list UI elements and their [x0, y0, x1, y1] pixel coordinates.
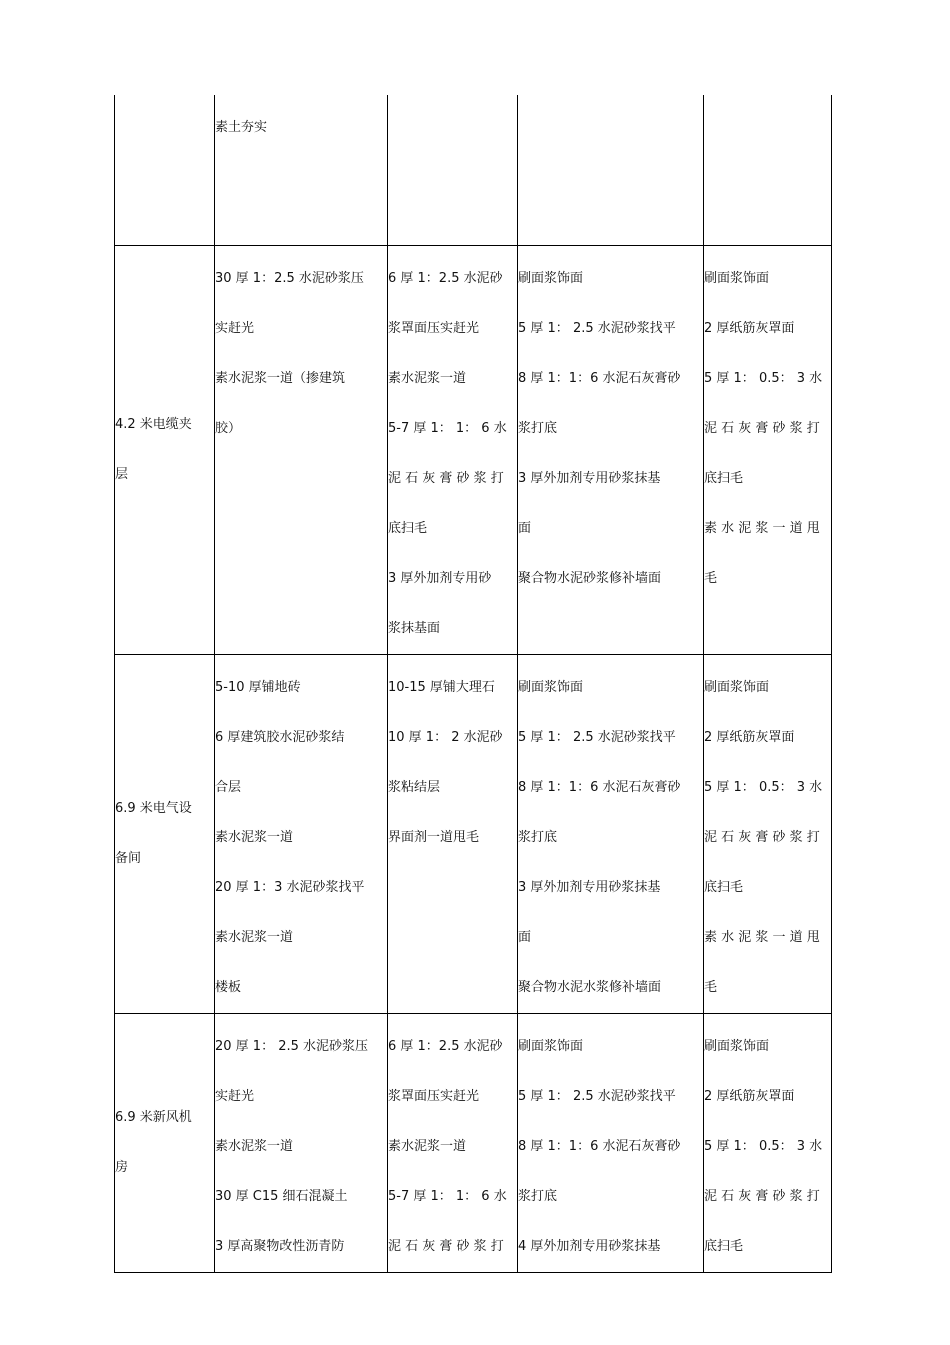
cell-lines	[388, 246, 517, 654]
cell-lines	[115, 400, 214, 500]
cell-text-line: 8 厚 1：1：6 水泥石灰膏砂	[518, 780, 681, 795]
cell-text-line: 刷面浆饰面	[518, 271, 584, 286]
cell-text-line: 5 厚 1： 2.5 水泥砂浆找平	[518, 730, 676, 745]
cell-text-line: 合层	[215, 780, 242, 795]
cell-text-line: 素水泥浆一道	[215, 1139, 294, 1154]
cell-text-line: 房	[115, 1160, 129, 1175]
cell-text-line: 8 厚 1：1：6 水泥石灰膏砂	[518, 371, 681, 386]
cell-text-line: 10 厚 1： 2 水泥砂	[388, 730, 503, 745]
cell-text-line: 6.9 米电气设	[115, 801, 192, 816]
cell-text-line: 5-10 厚铺地砖	[215, 680, 301, 695]
cell-lines	[704, 246, 831, 604]
cell-text-line: 6.9 米新风机	[115, 1110, 192, 1125]
cell-text-line: 2 厚纸筋灰罩面	[704, 730, 795, 745]
cell-lines	[115, 784, 214, 884]
cell-text-line: 面	[518, 521, 532, 536]
cell-floor	[215, 246, 388, 655]
cell-lines	[388, 655, 517, 863]
cell-text-line: 泥 石 灰 膏 砂 浆 打	[704, 421, 820, 436]
cell-lines	[215, 655, 387, 1013]
cell-wall	[518, 655, 704, 1014]
cell-lines	[518, 95, 703, 103]
cell-text-line: 楼板	[215, 980, 242, 995]
cell-text-line: 素水泥浆一道	[215, 930, 294, 945]
cell-lines	[215, 95, 387, 153]
cell-text-line: 胶）	[215, 421, 242, 436]
cell-lines	[388, 1014, 517, 1272]
cell-room	[115, 246, 215, 655]
cell-floor	[215, 95, 388, 246]
cell-text-line: 5 厚 1： 0.5： 3 水	[704, 1139, 823, 1154]
cell-room	[115, 1014, 215, 1273]
cell-text-line: 刷面浆饰面	[704, 1039, 770, 1054]
table-body	[115, 95, 832, 1273]
cell-text-line: 浆粘结层	[388, 780, 441, 795]
cell-text-line: 毛	[704, 980, 718, 995]
cell-text-line: 5 厚 1： 0.5： 3 水	[704, 371, 823, 386]
cell-floor	[215, 655, 388, 1014]
cell-text-line: 备间	[115, 851, 142, 866]
cell-text-line: 8 厚 1：1：6 水泥石灰膏砂	[518, 1139, 681, 1154]
cell-text-line: 刷面浆饰面	[704, 271, 770, 286]
cell-text-line: 2 厚纸筋灰罩面	[704, 321, 795, 336]
cell-text-line: 浆打底	[518, 1189, 558, 1204]
cell-text-line: 素水泥浆一道（掺建筑	[215, 371, 346, 386]
cell-text-line: 浆抹基面	[388, 621, 441, 636]
cell-text-line: 底扫毛	[704, 471, 744, 486]
cell-lines	[518, 246, 703, 604]
cell-text-line: 泥 石 灰 膏 砂 浆 打	[704, 1189, 820, 1204]
cell-text-line: 5-7 厚 1： 1： 6 水	[388, 421, 507, 436]
cell-lines	[215, 246, 387, 454]
cell-text-line: 刷面浆饰面	[518, 1039, 584, 1054]
cell-text-line: 层	[115, 467, 129, 482]
cell-lines	[518, 655, 703, 1013]
cell-text-line: 素 水 泥 浆 一 道 甩	[704, 521, 820, 536]
cell-text-line: 4 厚外加剂专用砂浆抹基	[518, 1239, 661, 1254]
cell-text-line: 素水泥浆一道	[215, 830, 294, 845]
cell-lines	[518, 1014, 703, 1272]
cell-text-line: 刷面浆饰面	[518, 680, 584, 695]
cell-text-line: 泥 石 灰 膏 砂 浆 打	[388, 1239, 504, 1254]
cell-room	[115, 655, 215, 1014]
cell-text-line: 浆打底	[518, 830, 558, 845]
cell-text-line: 实赶光	[215, 1089, 255, 1104]
cell-text-line: 面	[518, 930, 532, 945]
cell-text-line: 20 厚 1： 2.5 水泥砂浆压	[215, 1039, 369, 1054]
cell-text-line: 底扫毛	[704, 880, 744, 895]
cell-skirting	[388, 246, 518, 655]
cell-text-line: 3 厚外加剂专用砂浆抹基	[518, 880, 661, 895]
cell-ceiling	[704, 95, 832, 246]
cell-text-line: 泥 石 灰 膏 砂 浆 打	[704, 830, 820, 845]
cell-text-line: 聚合物水泥砂浆修补墙面	[518, 571, 662, 586]
cell-skirting	[388, 1014, 518, 1273]
cell-text-line: 10-15 厚铺大理石	[388, 680, 495, 695]
cell-text-line: 3 厚外加剂专用砂	[388, 571, 492, 586]
cell-text-line: 实赶光	[215, 321, 255, 336]
cell-text-line: 素 水 泥 浆 一 道 甩	[704, 930, 820, 945]
cell-wall	[518, 246, 704, 655]
cell-wall	[518, 95, 704, 246]
cell-text-line: 30 厚 1：2.5 水泥砂浆压	[215, 271, 364, 286]
cell-text-line: 素水泥浆一道	[388, 1139, 467, 1154]
cell-ceiling	[704, 655, 832, 1014]
cell-ceiling	[704, 1014, 832, 1273]
cell-text-line: 聚合物水泥水浆修补墙面	[518, 980, 662, 995]
table-row	[115, 95, 832, 246]
cell-lines	[704, 95, 831, 103]
cell-text-line: 毛	[704, 571, 718, 586]
cell-text-line: 5 厚 1： 0.5： 3 水	[704, 780, 823, 795]
cell-text-line: 2 厚纸筋灰罩面	[704, 1089, 795, 1104]
cell-text-line: 界面剂一道甩毛	[388, 830, 480, 845]
finish-spec-table	[114, 95, 832, 1273]
cell-text-line: 6 厚 1：2.5 水泥砂	[388, 271, 503, 286]
cell-text-line: 底扫毛	[704, 1239, 744, 1254]
table-row	[115, 246, 832, 655]
cell-text-line: 5 厚 1： 2.5 水泥砂浆找平	[518, 321, 676, 336]
cell-text-line: 浆罩面压实赶光	[388, 321, 480, 336]
cell-text-line: 3 厚外加剂专用砂浆抹基	[518, 471, 661, 486]
cell-text-line: 泥 石 灰 膏 砂 浆 打	[388, 471, 504, 486]
cell-lines	[704, 1014, 831, 1272]
cell-text-line: 素水泥浆一道	[388, 371, 467, 386]
cell-text-line: 6 厚建筑胶水泥砂浆结	[215, 730, 345, 745]
cell-text-line: 20 厚 1：3 水泥砂浆找平	[215, 880, 365, 895]
cell-text-line: 30 厚 C15 细石混凝土	[215, 1189, 348, 1204]
cell-text-line: 浆罩面压实赶光	[388, 1089, 480, 1104]
cell-text-line: 素土夯实	[215, 120, 268, 135]
cell-text-line: 底扫毛	[388, 521, 428, 536]
cell-text-line: 5 厚 1： 2.5 水泥砂浆找平	[518, 1089, 676, 1104]
cell-lines	[115, 1093, 214, 1193]
cell-text-line: 5-7 厚 1： 1： 6 水	[388, 1189, 507, 1204]
cell-floor	[215, 1014, 388, 1273]
cell-text-line: 刷面浆饰面	[704, 680, 770, 695]
cell-text-line: 3 厚高聚物改性沥青防	[215, 1239, 345, 1254]
cell-wall	[518, 1014, 704, 1273]
cell-lines	[215, 1014, 387, 1272]
cell-lines	[704, 655, 831, 1013]
cell-text-line: 4.2 米电缆夹	[115, 417, 192, 432]
cell-text-line: 6 厚 1：2.5 水泥砂	[388, 1039, 503, 1054]
table-row	[115, 1014, 832, 1273]
table-row	[115, 655, 832, 1014]
cell-skirting	[388, 655, 518, 1014]
cell-text-line: 浆打底	[518, 421, 558, 436]
cell-skirting	[388, 95, 518, 246]
cell-room	[115, 95, 215, 246]
cell-lines	[388, 95, 517, 103]
cell-ceiling	[704, 246, 832, 655]
